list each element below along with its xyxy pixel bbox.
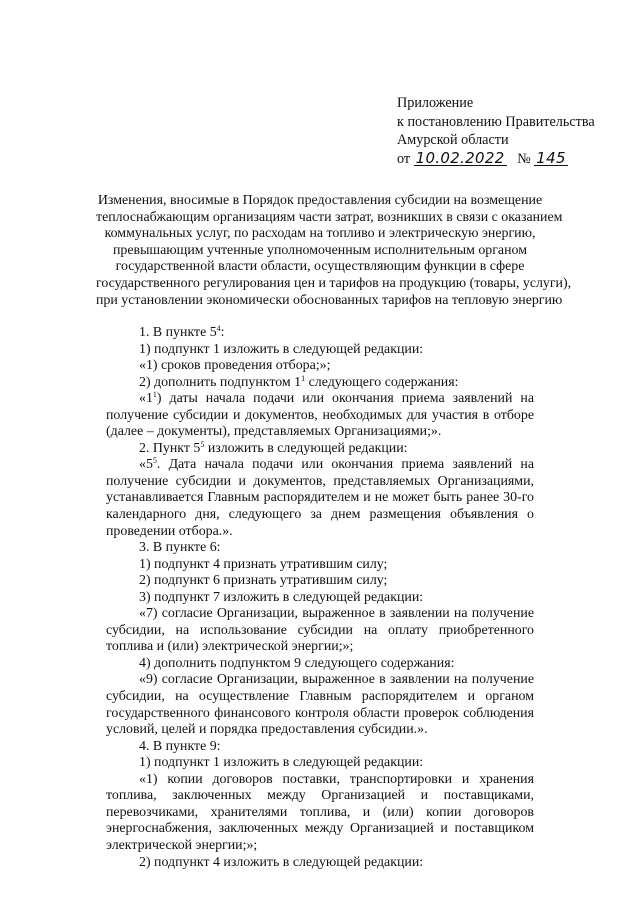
number-handwritten: 145 [536, 148, 566, 167]
date-prefix: от [397, 150, 411, 167]
paragraph: 1) подпункт 1 изложить в следующей редакции: [139, 341, 424, 357]
document-body [106, 325, 534, 871]
paragraph: 1) подпункт 4 признать утратившим силу; [139, 556, 388, 572]
paragraph: «1) копии договоров поставки, транспортировки и хранения топлива, заключенных между Организацией и поставщиками, перевозчиками, хранителями топлива, и (или) копии договоров энергоснабжения, заключенных между Организацией и поставщиком электрической энергии;»; [106, 771, 534, 853]
appendix-decree: к постановлению Правительства [397, 113, 595, 130]
paragraph: 2. Пункт $5^5$ изложить в следующей редакции: [139, 439, 408, 456]
paragraph: 3. В пункте 6: [139, 540, 221, 556]
paragraph: 4. В пункте 9: [139, 738, 221, 754]
title-line: государственного регулирования цен и тарифов на продукцию (товары, услуги), [96, 275, 572, 291]
title-line: превышающим учтенные уполномоченным исполнительным органом [112, 242, 528, 258]
document-title [96, 193, 572, 309]
paragraph: 4) дополнить подпунктом 9 следующего содержания: [139, 655, 455, 671]
appendix-region: Амурской области [397, 132, 509, 149]
date-handwritten: 10.02.2022 [415, 148, 505, 167]
number-prefix: № [517, 150, 531, 167]
paragraph: 1) подпункт 1 изложить в следующей редакции: [139, 755, 424, 771]
title-line: при установлении экономически обоснованных тарифов на тепловую энергию [96, 292, 563, 308]
paragraph: 1. В пункте $5^4$: [139, 324, 225, 340]
appendix-header [397, 94, 595, 168]
paragraph: «$1^1$) даты начала подачи или окончания приема заявлений на получение субсидии и документов, необходимых для участия в отборе (далее – документы), представляемых Организациями;». [106, 390, 534, 440]
appendix-label: Приложение [397, 95, 474, 111]
paragraph: «$5^5$. Дата начала подачи или окончания приема заявлений на получение субсидии и документов, представляемых Организациями, устанавливается Главным распорядителем и не может быть ранее 30-го календарного дня, следующего за днем размещения объявления о проведении отбора.». [106, 456, 534, 539]
paragraph: «9) согласие Организации, выраженное в заявлении на получение субсидии, на осуществление Главным распорядителем и органом государственного финансового контроля области проверок соблюдения условий, целей и порядка предоставления субсидии.». [106, 672, 534, 738]
title-line: теплоснабжающим организациям части затрат, возникших в связи с оказанием [96, 209, 563, 225]
paragraph: 2) дополнить подпунктом $1^1$ следующего содержания: [139, 373, 459, 390]
paragraph: «1) сроков проведения отбора;»; [139, 358, 331, 374]
appendix-date-number [397, 150, 595, 169]
title-line: государственной власти области, осуществляющим функции в сфере [115, 259, 525, 275]
paragraph: 2) подпункт 6 признать утратившим силу; [139, 573, 388, 589]
paragraph: 3) подпункт 7 изложить в следующей редакции: [139, 589, 424, 605]
paragraph: «7) согласие Организации, выраженное в заявлении на получение субсидии, на использование субсидии на оплату приобретенного топлива и (или) электрической энергии;»; [106, 606, 534, 655]
paragraph: 2) подпункт 4 изложить в следующей редакции: [139, 854, 424, 870]
title-line: Изменения, вносимые в Порядок предоставления субсидии на возмещение [97, 193, 543, 208]
title-line: коммунальных услуг, по расходам на топливо и электрическую энергию, [104, 226, 536, 242]
